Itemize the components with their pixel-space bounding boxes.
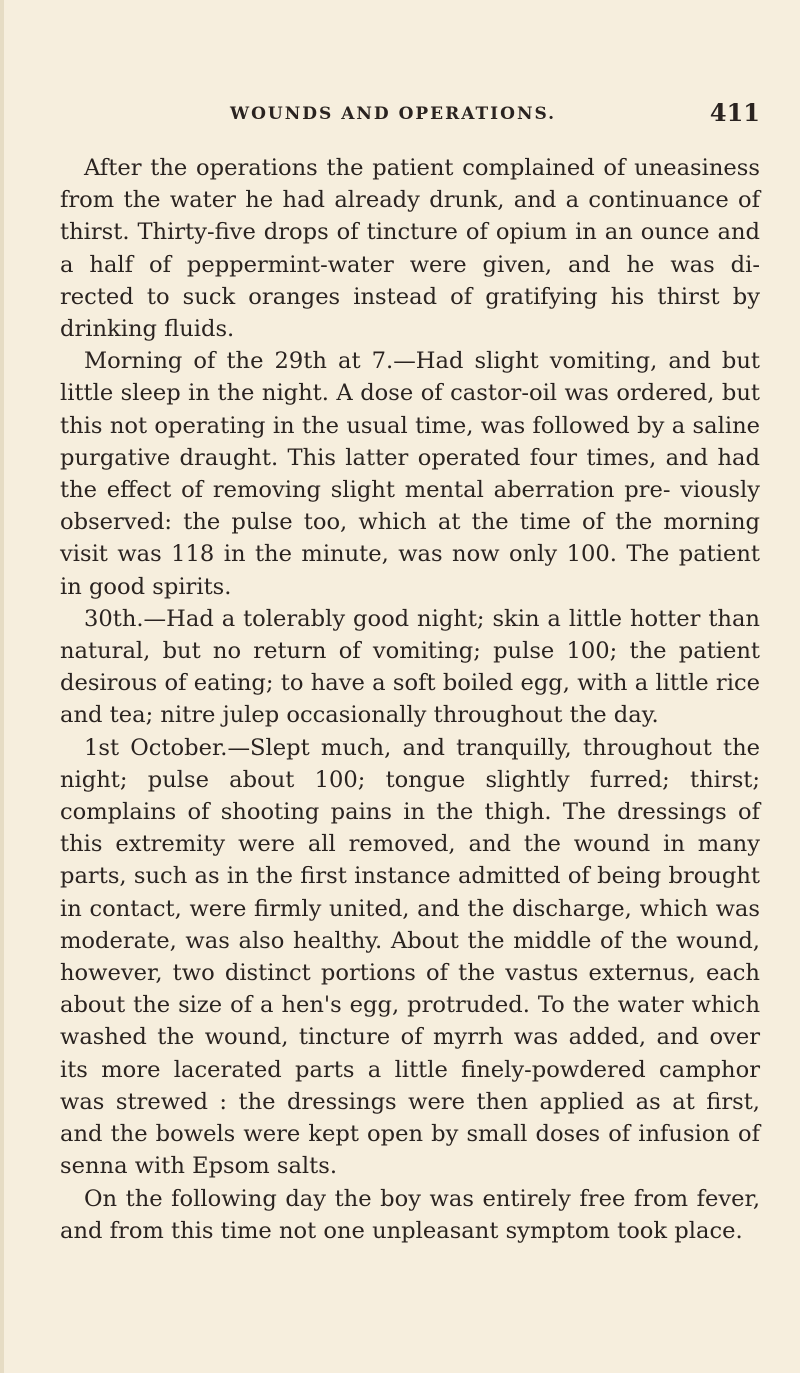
paragraph: Morning of the 29th at 7.—Had slight vomiting, and but little sleep in the night. A dose of castor-oil was ordered, but this not operating in the usual time, was followed by a saline purgative draught. This latter operated four times, and had the effect of removing slight mental aberration pre- viously observed: the pulse too, which at the time of the morning visit was 118 in the minute, was now only 100. The patient in good spirits.	[60, 348, 760, 600]
paragraph: On the following day the boy was entirely free from fever, and from this time not one unpleasant symptom took place.	[60, 1185, 760, 1244]
paragraph: 30th.—Had a tolerably good night; skin a little hotter than natural, but no return of vomiting; pulse 100; the patient desirous of eating; to have a soft boiled egg, with a little rice and tea; nitre julep occasionally throughout the day.	[60, 605, 760, 729]
paragraph: After the operations the patient complained of uneasiness from the water he had already drunk, and a continuance of thirst. Thirty-five drops of tincture of opium in an ounce and a half of peppermint-water were given, and he was di- rected to suck oranges instead of gratifying his thirst by drinking fluids.	[60, 155, 760, 343]
paragraph: 1st October.—Slept much, and tranquilly, throughout the night; pulse about 100; tongue slightly furred; thirst; complains of shooting pains in the thigh. The dressings of this extremity were all removed, and the wound in many parts, such as in the first instance admitted of being brought in contact, were firmly united, and the discharge, which was moderate, was also healthy. About the middle of the wound, however, two distinct portions of the vastus externus, each about the size of a hen's egg, protruded. To the water which washed the wound, tincture of myrrh was added, and over its more lacerated parts a little finely-powdered camphor was strewed : the dressings were then applied as at first, and the bowels were kept open by small doses of infusion of senna with Epsom salts.	[60, 734, 760, 1180]
page-edge	[0, 0, 4, 1373]
page-header	[60, 100, 760, 132]
page-number: 411	[709, 98, 760, 127]
running-title: WOUNDS AND OPERATIONS.	[230, 104, 557, 124]
body-text	[60, 152, 760, 1247]
